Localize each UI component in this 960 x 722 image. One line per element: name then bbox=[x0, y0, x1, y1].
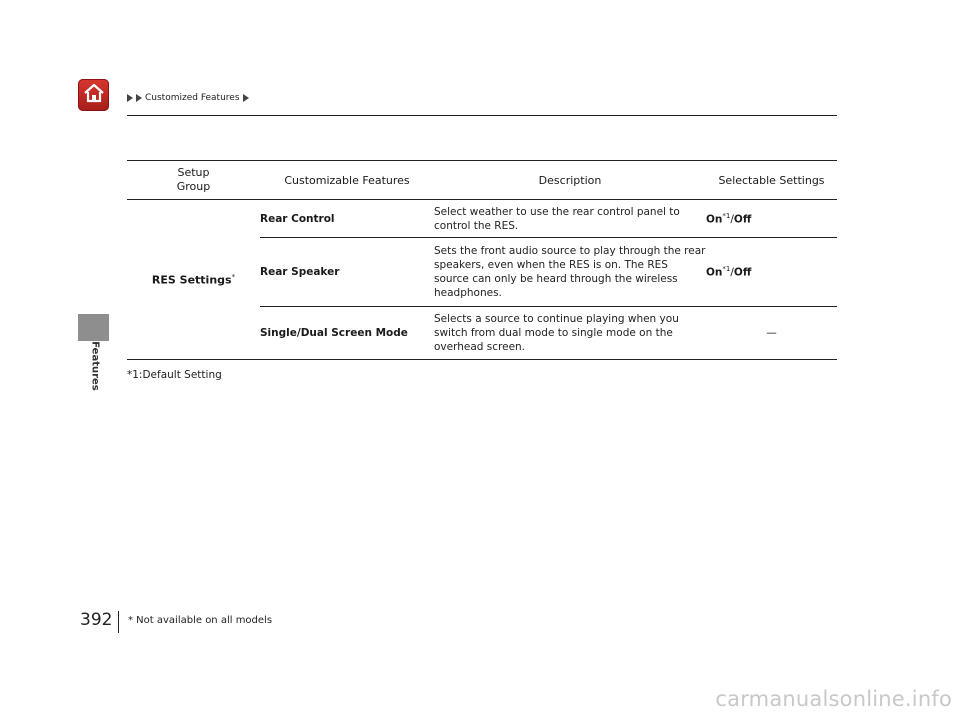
breadcrumb-link[interactable]: Customized Features bbox=[145, 93, 240, 103]
breadcrumb-arrow-icon bbox=[243, 94, 249, 102]
header-customizable-features: Customizable Features bbox=[260, 161, 434, 200]
footer-divider bbox=[118, 611, 119, 633]
feature-name: Rear Control bbox=[260, 200, 434, 238]
header-selectable-settings: Selectable Settings bbox=[706, 161, 837, 200]
section-label: Features bbox=[89, 341, 101, 391]
settings-table bbox=[127, 160, 837, 360]
feature-name: Rear Speaker bbox=[260, 238, 434, 307]
feature-name: Single/Dual Screen Mode bbox=[260, 307, 434, 360]
feature-description: Sets the front audio source to play through the rear speakers, even when the RES is on. The RES source can only be heard through the wireless headphones. bbox=[434, 238, 706, 307]
default-setting-footnote: *1:Default Setting bbox=[127, 369, 222, 381]
selectable-setting: — bbox=[706, 307, 837, 360]
header-setup-group: Setup Group bbox=[127, 161, 260, 200]
table-row bbox=[127, 200, 837, 238]
feature-description: Selects a source to continue playing when you switch from dual mode to single mode on the overhead screen. bbox=[434, 307, 706, 360]
header-description: Description bbox=[434, 161, 706, 200]
breadcrumb bbox=[127, 93, 249, 103]
breadcrumb-arrow-icon bbox=[136, 94, 142, 102]
availability-mark: * bbox=[231, 272, 236, 281]
header-rule bbox=[127, 115, 837, 116]
group-cell bbox=[127, 200, 260, 360]
watermark: carmanualsonline.info bbox=[715, 687, 952, 711]
breadcrumb-arrow-icon bbox=[127, 94, 133, 102]
availability-footnote: * Not available on all models bbox=[128, 615, 273, 626]
home-button[interactable] bbox=[78, 79, 109, 111]
selectable-setting: On$^{*1}$/Off bbox=[706, 238, 837, 307]
features-section-tab[interactable] bbox=[78, 314, 109, 341]
group-label: RES Settings bbox=[151, 273, 232, 287]
home-icon bbox=[83, 83, 105, 107]
selectable-setting: On$^{*1}$/Off bbox=[706, 200, 837, 238]
page-number: 392 bbox=[80, 610, 113, 630]
feature-description: Select weather to use the rear control panel to control the RES. bbox=[434, 200, 706, 238]
